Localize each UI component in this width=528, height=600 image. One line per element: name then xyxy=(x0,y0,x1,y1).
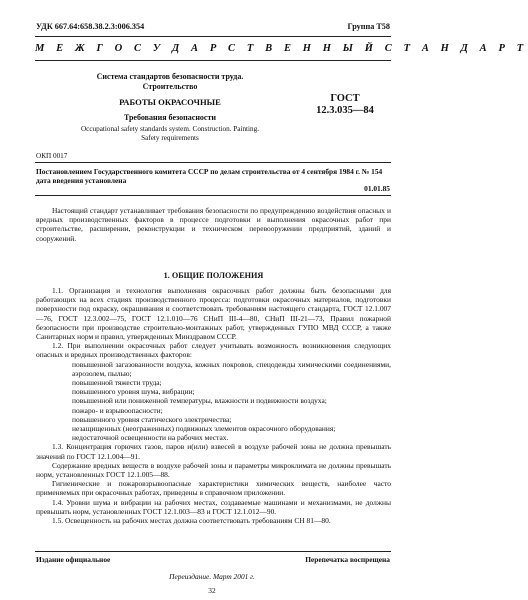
section-title: 1. ОБЩИЕ ПОЛОЖЕНИЯ xyxy=(163,271,264,280)
group-code: Группа Т58 xyxy=(347,22,390,31)
reprint-prohibited: Перепечатка воспрещена xyxy=(305,555,390,564)
english-line-1: Occupational safety standards system. Construction. Painting. xyxy=(80,125,260,133)
system-line-2: Строительство xyxy=(142,81,198,91)
list-item: пожаро- и взрывоопасности; xyxy=(72,405,163,415)
list-item: незащищенных (неограженных) подвижных элементов окрасочного оборудования; xyxy=(72,424,336,434)
preamble-block xyxy=(36,206,391,243)
gost-designation xyxy=(300,93,390,116)
preamble: Настоящий стандарт устанавливает требования безопасности по предупреждению воздействия опасных и вредных производственных факторов в процессе подготовки и выполнения окрасочных работ при строительстве, расширении, реконструкции и техническом перевооружении предприятий, зданий и сооружений. xyxy=(36,206,391,243)
decree-text: Постановлением Государственного комитета СССР по делам строительства от 4 сентября 1984 г. № 154 дата введения установлена xyxy=(36,167,383,185)
paragraph-1-2: 1.2. При выполнении окрасочных работ следует учитывать возможность возникновения следующих опасных и вредных производственных факторов: xyxy=(36,341,391,360)
introduction-date: 01.01.85 xyxy=(364,184,390,193)
top-rule xyxy=(35,36,391,37)
list-item: повышенного уровня статического электричества; xyxy=(72,414,232,424)
paragraph-1-5: 1.5. Освещенность на рабочих местах должна соответствовать требованиям СН 81—80. xyxy=(52,516,331,526)
okp-code: ОКП 0017 xyxy=(36,152,68,160)
gost-label: ГОСТ xyxy=(330,93,360,104)
paragraph-1-1: 1.1. Организация и технология выполнения окрасочных работ должны быть безопасными для работающих на всех стадиях производственного процесса: подготовки окрасочных материалов, подготовки поверхности под окраску, окрашивания и соответствовать требованиям настоящего стандарта, ГОСТ 12.1.007—76, ГОСТ 12.3.002—75, ГОСТ 12.1.010—76 СНиП III-4—80, СНиП III-21—73, Правил пожарной безопасности при производстве строительно-монтажных работ, утвержденных ГУПО МВД СССР, а также Санитарных норм и правил, утвержденных Минздравом СССР. xyxy=(36,286,391,342)
document-title: РАБОТЫ ОКРАСОЧНЫЕ xyxy=(119,97,221,107)
english-title xyxy=(45,125,295,143)
list-item: недостаточной освещенности на рабочих местах. xyxy=(72,433,229,443)
paragraph-1-3: 1.3. Концентрация горючих газов, паров и(или) взвесей в воздухе рабочей зоны не должна превышать значений по ГОСТ 12.1.004—91. xyxy=(36,442,391,461)
reissue-note: Переиздание. Март 2001 г. xyxy=(169,572,255,581)
paragraph-1-3-c: Гигиенические и пожаровзрывоопасные характеристики химических веществ, наиболее часто применяемых при окрасочных работах, приведены в справочном приложении. xyxy=(36,479,391,498)
banner-rule xyxy=(35,60,391,61)
list-item: повышенного уровня шума, вибрации; xyxy=(72,387,195,397)
official-edition: Издание официальное xyxy=(36,555,111,564)
standard-banner: М Е Ж Г О С У Д А Р С Т В Е Н Н Ы Й С Т А Н Д А Р Т xyxy=(35,43,528,54)
page-number: 32 xyxy=(208,586,216,595)
list-item: повышенной или пониженной температуры, влажности и подвижности воздуха; xyxy=(72,396,327,406)
paragraph-1-3-b: Содержание вредных веществ в воздухе рабочей зоны и параметры микроклимата не должны превышать норм, установленных ГОСТ 12.1.005—88. xyxy=(36,460,391,480)
document-subtitle: Требования безопасности xyxy=(123,113,217,122)
okp-rule xyxy=(35,162,391,163)
system-title xyxy=(60,72,280,91)
list-item: повышенной тяжести труда; xyxy=(72,378,162,388)
section-body xyxy=(36,286,391,525)
english-line-2: Safety requirements xyxy=(141,133,199,142)
list-item: повышенной загазованности воздуха, кожных покровов, спецодежды химическими соединениями, аэрозолем, пылью; xyxy=(72,359,391,378)
udk-code: УДК 667.64:658.38.2.3:006.354 xyxy=(36,22,145,31)
system-line-1: Система стандартов безопасности труда. xyxy=(96,72,244,81)
intro-rule xyxy=(35,195,391,196)
paragraph-1-4: 1.4. Уровни шума и вибрации на рабочих местах, создаваемые машинами и механизмами, не должны превышать норм, установленных ГОСТ 12.1.003—83 и ГОСТ 12.1.012—90. xyxy=(36,497,391,516)
footer-rule xyxy=(35,551,391,552)
gost-number: 12.3.035—84 xyxy=(316,104,374,116)
